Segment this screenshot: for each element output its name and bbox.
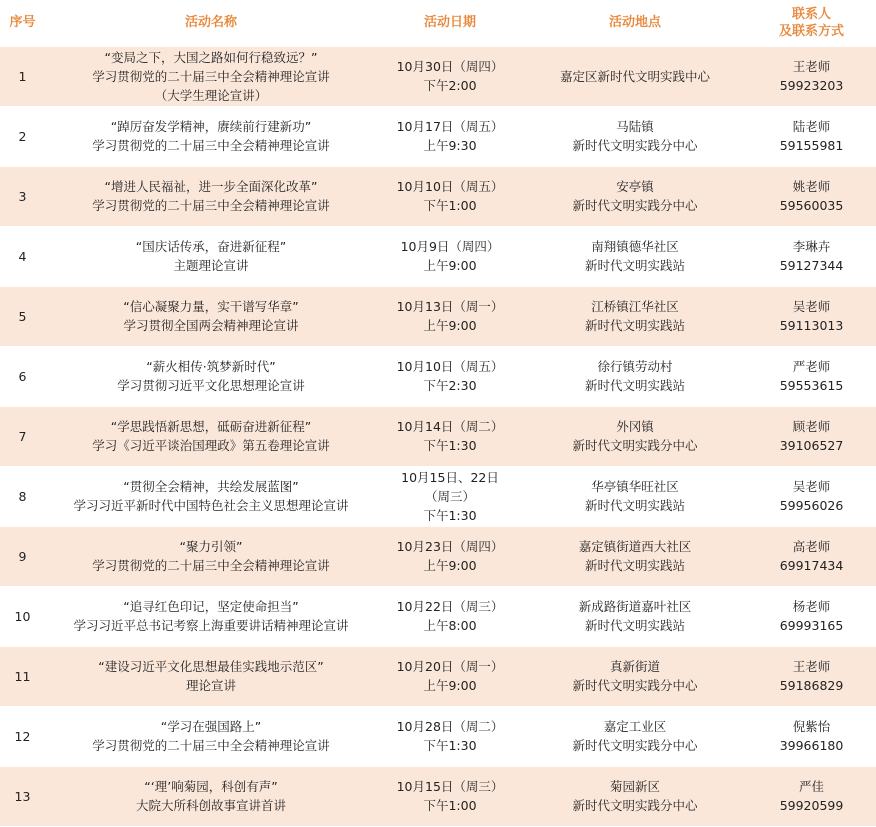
cell-contact-line: 59186829: [779, 678, 844, 693]
cell-contact: [747, 46, 876, 106]
cell-activity-name-line: “贯彻全会精神，共绘发展蓝图”: [123, 479, 299, 494]
cell-activity-date: [377, 466, 523, 526]
cell-activity-place-line: 新成路街道嘉叶社区: [578, 599, 692, 614]
cell-no: 4: [0, 226, 45, 286]
cell-activity-date: [377, 406, 523, 466]
cell-activity-date: [377, 766, 523, 826]
cell-activity-place-line: 新时代文明实践分中心: [572, 738, 698, 753]
cell-activity-name-line: “‘理’响菊园，科创有声”: [144, 779, 278, 794]
cell-contact: [747, 586, 876, 646]
cell-activity-place-line: 嘉定区新时代文明实践中心: [559, 68, 710, 84]
cell-no: 7: [0, 406, 45, 466]
cell-activity-name-line: “学习在强国路上”: [160, 719, 262, 734]
cell-activity-date-line: 10月28日（周二）: [396, 719, 504, 734]
cell-activity-name-line: 学习习近平总书记考察上海重要讲话精神理论宣讲: [73, 618, 349, 633]
table-row: [0, 766, 876, 826]
table-row: [0, 286, 876, 346]
cell-activity-name: [45, 586, 377, 646]
cell-activity-place: [523, 766, 747, 826]
cell-activity-date-line: 10月10日（周五）: [396, 359, 504, 374]
cell-contact-line: 69917434: [779, 558, 844, 573]
cell-activity-place: [523, 466, 747, 526]
cell-contact-line: 59920599: [779, 798, 844, 813]
cell-activity-date-line: 10月10日（周五）: [396, 179, 504, 194]
cell-activity-date-line: 下午1:30: [423, 738, 477, 753]
header-contact-line2: 及联系方式: [778, 23, 844, 39]
cell-activity-place-line: 新时代文明实践站: [584, 618, 685, 633]
cell-contact-line: 59923203: [779, 78, 844, 93]
cell-no: 2: [0, 106, 45, 166]
cell-activity-date-line: 上午9:30: [423, 138, 477, 153]
cell-activity-name-line: 学习贯彻习近平文化思想理论宣讲: [117, 378, 305, 393]
cell-activity-name: [45, 706, 377, 766]
cell-activity-place-line: 嘉定镇街道西大社区: [578, 539, 692, 554]
cell-activity-place-line: 新时代文明实践站: [584, 558, 685, 573]
cell-activity-date: [377, 526, 523, 586]
cell-activity-name-line: “增进人民福祉，进一步全面深化改革”: [104, 179, 318, 194]
header-contact: [747, 0, 876, 46]
cell-activity-place-line: 新时代文明实践站: [584, 318, 685, 333]
cell-activity-name: [45, 346, 377, 406]
cell-activity-place-line: 马陆镇: [616, 119, 654, 134]
cell-activity-place: [523, 226, 747, 286]
cell-activity-name: [45, 766, 377, 826]
cell-activity-date-line: 上午9:00: [423, 258, 477, 273]
cell-activity-place-line: 华亭镇华旺社区: [591, 479, 679, 494]
cell-activity-place-line: 真新街道: [609, 659, 660, 674]
cell-activity-name-line: 主题理论宣讲: [173, 258, 249, 273]
cell-activity-date-line: 10月15日（周三）: [396, 779, 504, 794]
cell-activity-name: [45, 526, 377, 586]
cell-activity-name: [45, 166, 377, 226]
cell-activity-name-line: “踔厉奋发学精神，赓续前行建新功”: [110, 119, 312, 134]
cell-contact-line: 高老师: [792, 539, 831, 554]
cell-no: 1: [0, 46, 45, 106]
cell-contact: [747, 526, 876, 586]
cell-activity-date: [377, 46, 523, 106]
cell-contact-line: 严老师: [792, 359, 831, 374]
table-row: [0, 526, 876, 586]
cell-contact-line: 59553615: [779, 378, 844, 393]
cell-contact-line: 李琳卉: [792, 239, 831, 254]
cell-contact: [747, 766, 876, 826]
cell-activity-place-line: 新时代文明实践分中心: [572, 438, 698, 453]
cell-activity-place: [523, 166, 747, 226]
cell-activity-date-line: 上午9:00: [423, 678, 477, 693]
cell-activity-name-line: “聚力引领”: [179, 539, 243, 554]
cell-no: 9: [0, 526, 45, 586]
cell-activity-date-line: 10月15日、22日: [401, 469, 499, 485]
cell-activity-place: [523, 346, 747, 406]
cell-activity-place-line: 南翔镇德华社区: [591, 239, 679, 254]
cell-activity-date-line: 10月20日（周一）: [396, 659, 504, 674]
table-row: [0, 586, 876, 646]
cell-contact-line: 杨老师: [792, 599, 831, 614]
cell-no: 11: [0, 646, 45, 706]
cell-activity-name: [45, 646, 377, 706]
cell-no: 13: [0, 766, 45, 826]
cell-activity-date-line: 下午1:30: [423, 507, 477, 523]
cell-no: 3: [0, 166, 45, 226]
cell-activity-place: [523, 406, 747, 466]
cell-activity-name: [45, 46, 377, 106]
cell-contact-line: 王老师: [792, 659, 831, 674]
cell-activity-place: [523, 46, 747, 106]
cell-activity-date: [377, 226, 523, 286]
table-body: [0, 46, 876, 826]
cell-activity-name-line: “追寻红色印记，坚定使命担当”: [123, 599, 299, 614]
cell-activity-place-line: 徐行镇劳动村: [597, 359, 673, 374]
table-row: [0, 466, 876, 526]
table-row: [0, 226, 876, 286]
cell-contact: [747, 106, 876, 166]
cell-contact-line: 吴老师: [792, 299, 831, 314]
cell-no: 5: [0, 286, 45, 346]
cell-activity-place-line: 新时代文明实践站: [584, 498, 685, 513]
cell-contact-line: 陆老师: [792, 119, 831, 134]
table-row: [0, 46, 876, 106]
cell-activity-place-line: 新时代文明实践分中心: [572, 138, 698, 153]
cell-no: 12: [0, 706, 45, 766]
cell-contact-line: 69993165: [779, 618, 844, 633]
cell-activity-place-line: 新时代文明实践分中心: [572, 198, 698, 213]
cell-activity-date-line: 10月14日（周二）: [396, 419, 504, 434]
cell-contact: [747, 406, 876, 466]
cell-activity-name-line: “学思践悟新思想，砥砺奋进新征程”: [110, 419, 312, 434]
cell-no: 6: [0, 346, 45, 406]
cell-activity-date-line: 10月13日（周一）: [396, 299, 504, 314]
cell-activity-date-line: 上午8:00: [423, 618, 477, 633]
cell-activity-name-line: （大学生理论宣讲）: [154, 87, 268, 103]
cell-activity-name-line: “信心凝聚力量，实干谱写华章”: [123, 299, 299, 314]
cell-activity-name: [45, 406, 377, 466]
header-contact-line1: 联系人: [791, 6, 831, 22]
cell-contact-line: 39106527: [779, 438, 844, 453]
cell-activity-date: [377, 286, 523, 346]
cell-activity-name-line: 学习贯彻党的二十届三中全会精神理论宣讲: [92, 68, 330, 84]
cell-activity-date: [377, 586, 523, 646]
cell-activity-date-line: 10月9日（周四）: [400, 239, 500, 254]
cell-activity-place: [523, 706, 747, 766]
cell-activity-place: [523, 526, 747, 586]
header-place: 活动地点: [523, 0, 747, 46]
table-row: [0, 646, 876, 706]
header-date: 活动日期: [377, 0, 523, 46]
cell-activity-date: [377, 646, 523, 706]
cell-activity-name-line: 学习《习近平谈治国理政》第五卷理论宣讲: [92, 438, 330, 453]
cell-activity-date-line: 下午2:00: [423, 78, 477, 93]
cell-activity-name-line: 学习贯彻党的二十届三中全会精神理论宣讲: [92, 198, 330, 213]
cell-activity-place-line: 江桥镇江华社区: [591, 299, 679, 314]
cell-activity-name-line: “建设习近平文化思想最佳实践地示范区”: [98, 659, 324, 674]
cell-contact-line: 39966180: [779, 738, 844, 753]
cell-activity-name: [45, 466, 377, 526]
cell-activity-name-line: 学习习近平新时代中国特色社会主义思想理论宣讲: [73, 498, 349, 513]
cell-activity-place-line: 新时代文明实践分中心: [572, 798, 698, 813]
cell-activity-place-line: 安亭镇: [616, 179, 654, 194]
table-row: [0, 106, 876, 166]
cell-activity-date-line: 10月23日（周四）: [396, 539, 504, 554]
cell-contact-line: 吴老师: [792, 479, 831, 494]
cell-contact: [747, 346, 876, 406]
cell-activity-name-line: 学习贯彻党的二十届三中全会精神理论宣讲: [92, 138, 330, 153]
cell-no: 8: [0, 466, 45, 526]
table-row: [0, 406, 876, 466]
cell-contact: [747, 286, 876, 346]
cell-activity-date-line: 下午1:30: [423, 438, 477, 453]
table-row: [0, 166, 876, 226]
cell-activity-date-line: 10月17日（周五）: [396, 119, 504, 134]
cell-contact: [747, 226, 876, 286]
cell-contact-line: 严佳: [798, 779, 824, 794]
cell-activity-name: [45, 226, 377, 286]
cell-contact: [747, 466, 876, 526]
cell-activity-place-line: 新时代文明实践站: [584, 258, 685, 273]
cell-contact-line: 59127344: [779, 258, 844, 273]
cell-activity-name-line: 学习贯彻全国两会精神理论宣讲: [123, 318, 299, 333]
cell-contact-line: 59155981: [779, 138, 844, 153]
cell-activity-place-line: 嘉定工业区: [603, 719, 667, 734]
cell-contact-line: 姚老师: [792, 179, 831, 194]
cell-activity-name-line: “变局之下，大国之路如何行稳致远？”: [104, 49, 318, 65]
cell-activity-date-line: 下午1:00: [423, 798, 477, 813]
cell-activity-date-line: （周三）: [424, 488, 475, 504]
cell-no: 10: [0, 586, 45, 646]
cell-activity-date-line: 上午9:00: [423, 318, 477, 333]
cell-activity-date: [377, 166, 523, 226]
cell-activity-date-line: 10月22日（周三）: [396, 599, 504, 614]
cell-activity-name-line: 大院大所科创故事宣讲首讲: [135, 798, 286, 813]
cell-contact-line: 59113013: [779, 318, 844, 333]
cell-activity-date: [377, 346, 523, 406]
cell-contact-line: 倪紫怡: [792, 719, 831, 734]
cell-activity-place-line: 菊园新区: [609, 779, 660, 794]
cell-activity-place: [523, 586, 747, 646]
cell-activity-date-line: 上午9:00: [423, 558, 477, 573]
cell-contact-line: 王老师: [792, 59, 831, 74]
cell-activity-date-line: 下午2:30: [423, 378, 477, 393]
header-name: 活动名称: [45, 0, 377, 46]
table-row: [0, 706, 876, 766]
cell-activity-place: [523, 646, 747, 706]
cell-activity-place-line: 新时代文明实践分中心: [572, 678, 698, 693]
header-no: 序号: [0, 0, 45, 46]
cell-activity-name: [45, 286, 377, 346]
cell-contact: [747, 706, 876, 766]
cell-activity-place: [523, 286, 747, 346]
cell-activity-place-line: 新时代文明实践站: [584, 378, 685, 393]
cell-activity-date-line: 10月30日（周四）: [396, 59, 504, 74]
cell-contact: [747, 166, 876, 226]
table-header-row: [0, 0, 876, 46]
cell-activity-name-line: “薪火相传·筑梦新时代”: [146, 359, 276, 374]
cell-contact-line: 59956026: [779, 498, 844, 513]
cell-activity-place: [523, 106, 747, 166]
cell-contact: [747, 646, 876, 706]
cell-activity-name-line: 理论宣讲: [185, 678, 236, 693]
cell-activity-date-line: 下午1:00: [423, 198, 477, 213]
cell-activity-name-line: 学习贯彻党的二十届三中全会精神理论宣讲: [92, 738, 330, 753]
cell-activity-name: [45, 106, 377, 166]
cell-activity-name-line: 学习贯彻党的二十届三中全会精神理论宣讲: [92, 558, 330, 573]
cell-contact-line: 59560035: [779, 198, 844, 213]
cell-activity-date: [377, 706, 523, 766]
cell-activity-place-line: 外冈镇: [616, 419, 654, 434]
cell-activity-name-line: “国庆话传承，奋进新征程”: [135, 239, 287, 254]
table-row: [0, 346, 876, 406]
cell-contact-line: 顾老师: [792, 419, 831, 434]
cell-activity-date: [377, 106, 523, 166]
